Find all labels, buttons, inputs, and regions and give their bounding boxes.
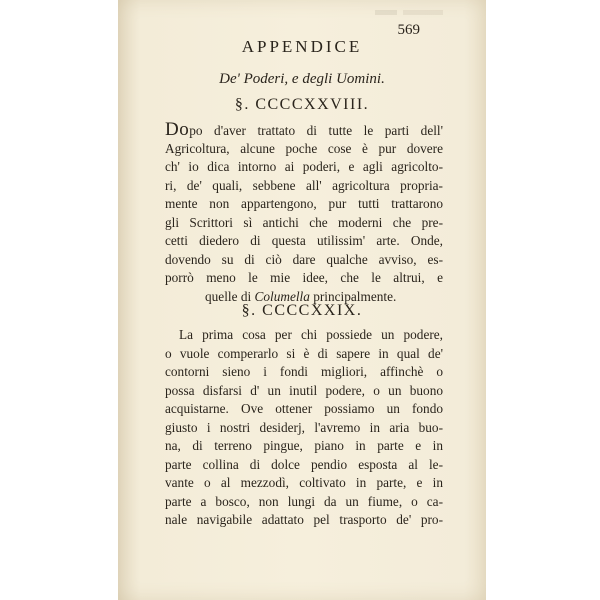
text-line: gli Scrittori sì antichi che moderni che pre- (165, 214, 443, 230)
text-line: parte a bosco, non lungi da un fiume, o ca- (165, 493, 443, 509)
text-line: giusto i nostri desiderj, l'avremo in aria buo- (165, 419, 443, 435)
text-line: porrò meno le mie idee, che le altrui, e (165, 270, 443, 285)
text-line: mente non appartengono, pur tutti trattarono (165, 196, 443, 211)
bleed-through-marks (373, 6, 463, 20)
text-line: parte collina di dolce pendio esposta al le- (165, 456, 443, 472)
text-line: contorni sieno i fondi migliori, affinchè o (165, 364, 443, 379)
section-heading-1: §. CCCCXXVIII. (234, 96, 370, 113)
drop-cap: Do (165, 119, 190, 140)
text-line: ri, de' quali, sebbene all' agricoltura propria- (165, 177, 443, 193)
section-1-paragraph (165, 121, 443, 306)
first-line-text: po d'aver trattato di tutte le parti dell' (189, 123, 443, 138)
text-line: ch' io dica intorno ai poderi, e agli agricolto- (165, 159, 443, 174)
text-line: possa disfarsi d' un inutil podere, o un buono (165, 382, 443, 398)
author-name-italic: Columella (254, 288, 310, 304)
section-2-paragraph (165, 326, 443, 530)
book-page (118, 0, 486, 600)
chapter-subtitle: De' Poderi, e degli Uomini. (219, 71, 385, 87)
running-head: APPENDICE (241, 37, 363, 56)
section-heading-2: §. CCCCXXIX. (241, 302, 363, 319)
text-line: o vuole comperarlo si è di sapere in qual de' (165, 345, 443, 361)
text-line: nale navigabile adattato pel trasporto de' pro- (165, 512, 443, 527)
last-line-post: principalmente. (313, 288, 397, 304)
text-line: cetti diedero di questa utilissim' arte. Onde, (165, 233, 443, 248)
page-number: 569 (397, 22, 420, 38)
text-line: dovendo su di ciò dare qualche avviso, es- (165, 251, 443, 267)
text-line: vante o al mezzodì, coltivato in parte, e in (165, 475, 443, 490)
text-line: Agricoltura, alcune poche cose è pur dovere (165, 140, 443, 156)
text-line: acquistarne. Ove ottener possiamo un fondo (165, 401, 443, 416)
last-line-pre: quelle di (205, 288, 252, 304)
text-line: La prima cosa per chi possiede un podere, (179, 327, 443, 342)
text-line: na, di terreno pingue, piano in parte e in (165, 438, 443, 453)
text-line (165, 121, 443, 140)
